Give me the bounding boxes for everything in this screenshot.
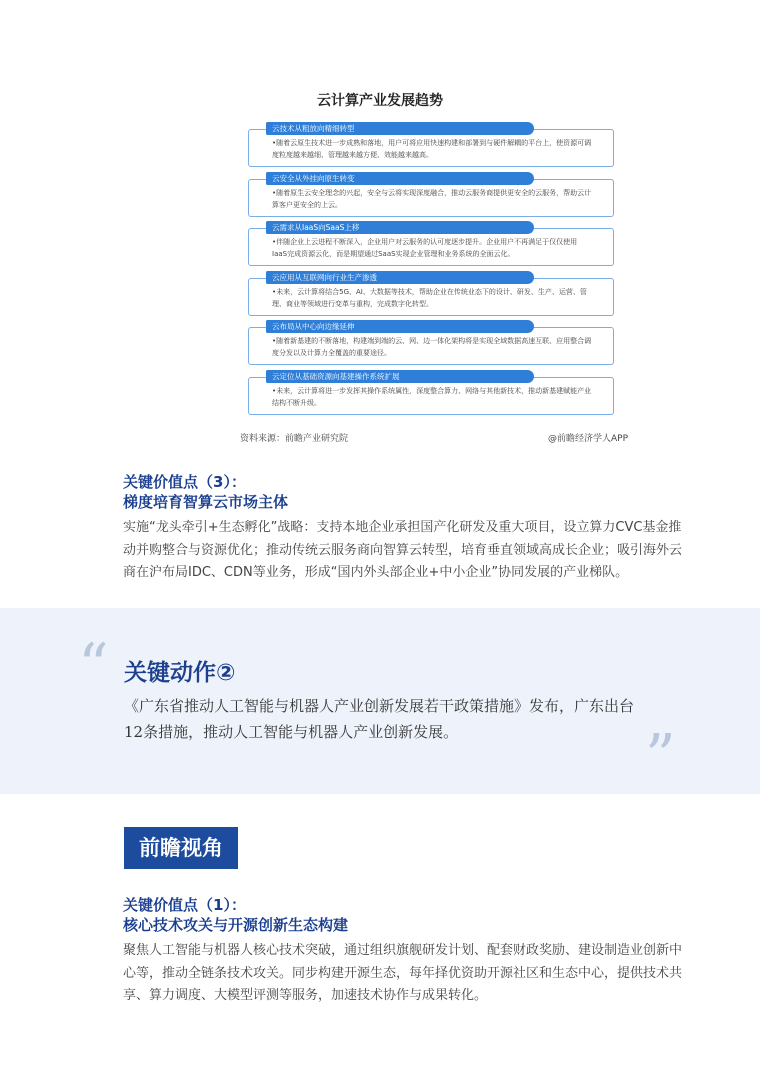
trend-text: •未来，云计算将结合5G、AI、大数据等技术，帮助企业在传统业态下的设计、研发、生产、运营、管理、商业等领域进行变革与重构，完成数字化转型。 (272, 287, 587, 308)
trend-item (248, 172, 614, 222)
figure-credit: @前瞻经济学人APP (548, 434, 629, 444)
trend-heading: 云应用从互联网向行业生产渗透 (266, 271, 534, 284)
section-header: 前瞻视角 (124, 827, 238, 869)
trend-heading: 云技术从粗放向精细转型 (266, 122, 534, 135)
trend-heading: 云布局从中心向边缘延伸 (266, 320, 534, 333)
trend-item (248, 221, 614, 271)
trend-item (248, 271, 614, 321)
trend-heading: 云安全从外挂向原生转变 (266, 172, 534, 185)
trend-text: •伴随企业上云进程不断深入，企业用户对云服务的认可度逐步提升。企业用户不再满足于仅仅使用IaaS完成资源云化，而是期望通过SaaS实现企业管理和业务系统的全面云化。 (272, 238, 578, 258)
kv1-text: 聚焦人工智能与机器人核心技术突破，通过组织旗舰研发计划、配套财政奖励、建设制造业创新中心等，推动全链条技术攻关。同步构建开源生态，每年择优资助开源社区和生态中心，提供技术共享、算力调度、大模型评测等服务，加速技术协作与成果转化。 (123, 943, 683, 1003)
trend-text: •未来，云计算将进一步发挥其操作系统属性，深度整合算力、网络与其他新技术，推动新基建赋能产业结构不断升级。 (272, 386, 592, 407)
close-quote-icon: ” (645, 722, 676, 792)
kv1-title: 核心技术攻关与开源创新生态构建 (123, 916, 349, 934)
kv3-title: 梯度培育智算云市场主体 (123, 493, 289, 511)
trend-text: •随着原生云安全理念的兴起，安全与云将实现深度融合，推动云服务商提供更安全的云服务，帮助云计算客户更安全的上云。 (272, 188, 592, 209)
open-quote-icon: “ (78, 631, 109, 701)
trend-item (248, 320, 614, 370)
figure-title: 云计算产业发展趋势 (317, 93, 443, 109)
action-text: 《广东省推动人工智能与机器人产业创新发展若干政策措施》发布，广东出台12条措施，推动人工智能与机器人产业创新发展。 (124, 697, 635, 741)
trend-text: •随着云原生技术进一步成熟和落地，用户可将应用快速构建和部署到与硬件解耦的平台上，使资源可调度粒度越来越细、管理越来越方便、效能越来越高。 (272, 139, 592, 159)
trend-list (248, 122, 614, 419)
trend-item (248, 370, 614, 420)
trend-heading: 云定位从基础资源向基建操作系统扩展 (266, 370, 534, 383)
trend-item (248, 122, 614, 172)
kv1-label: 关键价值点（1）： (123, 896, 246, 914)
kv3-text: 实施“龙头牵引+生态孵化”战略：支持本地企业承担国产化研发及重大项目，设立算力CVC基金推动并购整合与资源优化；推动传统云服务商向智算云转型，培育垂直领域高成长企业；吸引海外云商在沪布局IDC、CDN等业务，形成“国内外头部企业+中小企业”协同发展的产业梯队。 (123, 520, 683, 580)
kv3-label: 关键价值点（3）： (123, 473, 246, 491)
action-title: 关键动作② (124, 660, 236, 686)
trend-heading: 云需求从IaaS向SaaS上移 (266, 221, 534, 234)
figure-source: 资料来源：前瞻产业研究院 (240, 434, 349, 444)
trend-text: •随着新基建的不断落地，构建端到端的云、网、边一体化架构将是实现全域数据高速互联、应用整合调度分发以及计算力全覆盖的重要途径。 (272, 337, 592, 357)
